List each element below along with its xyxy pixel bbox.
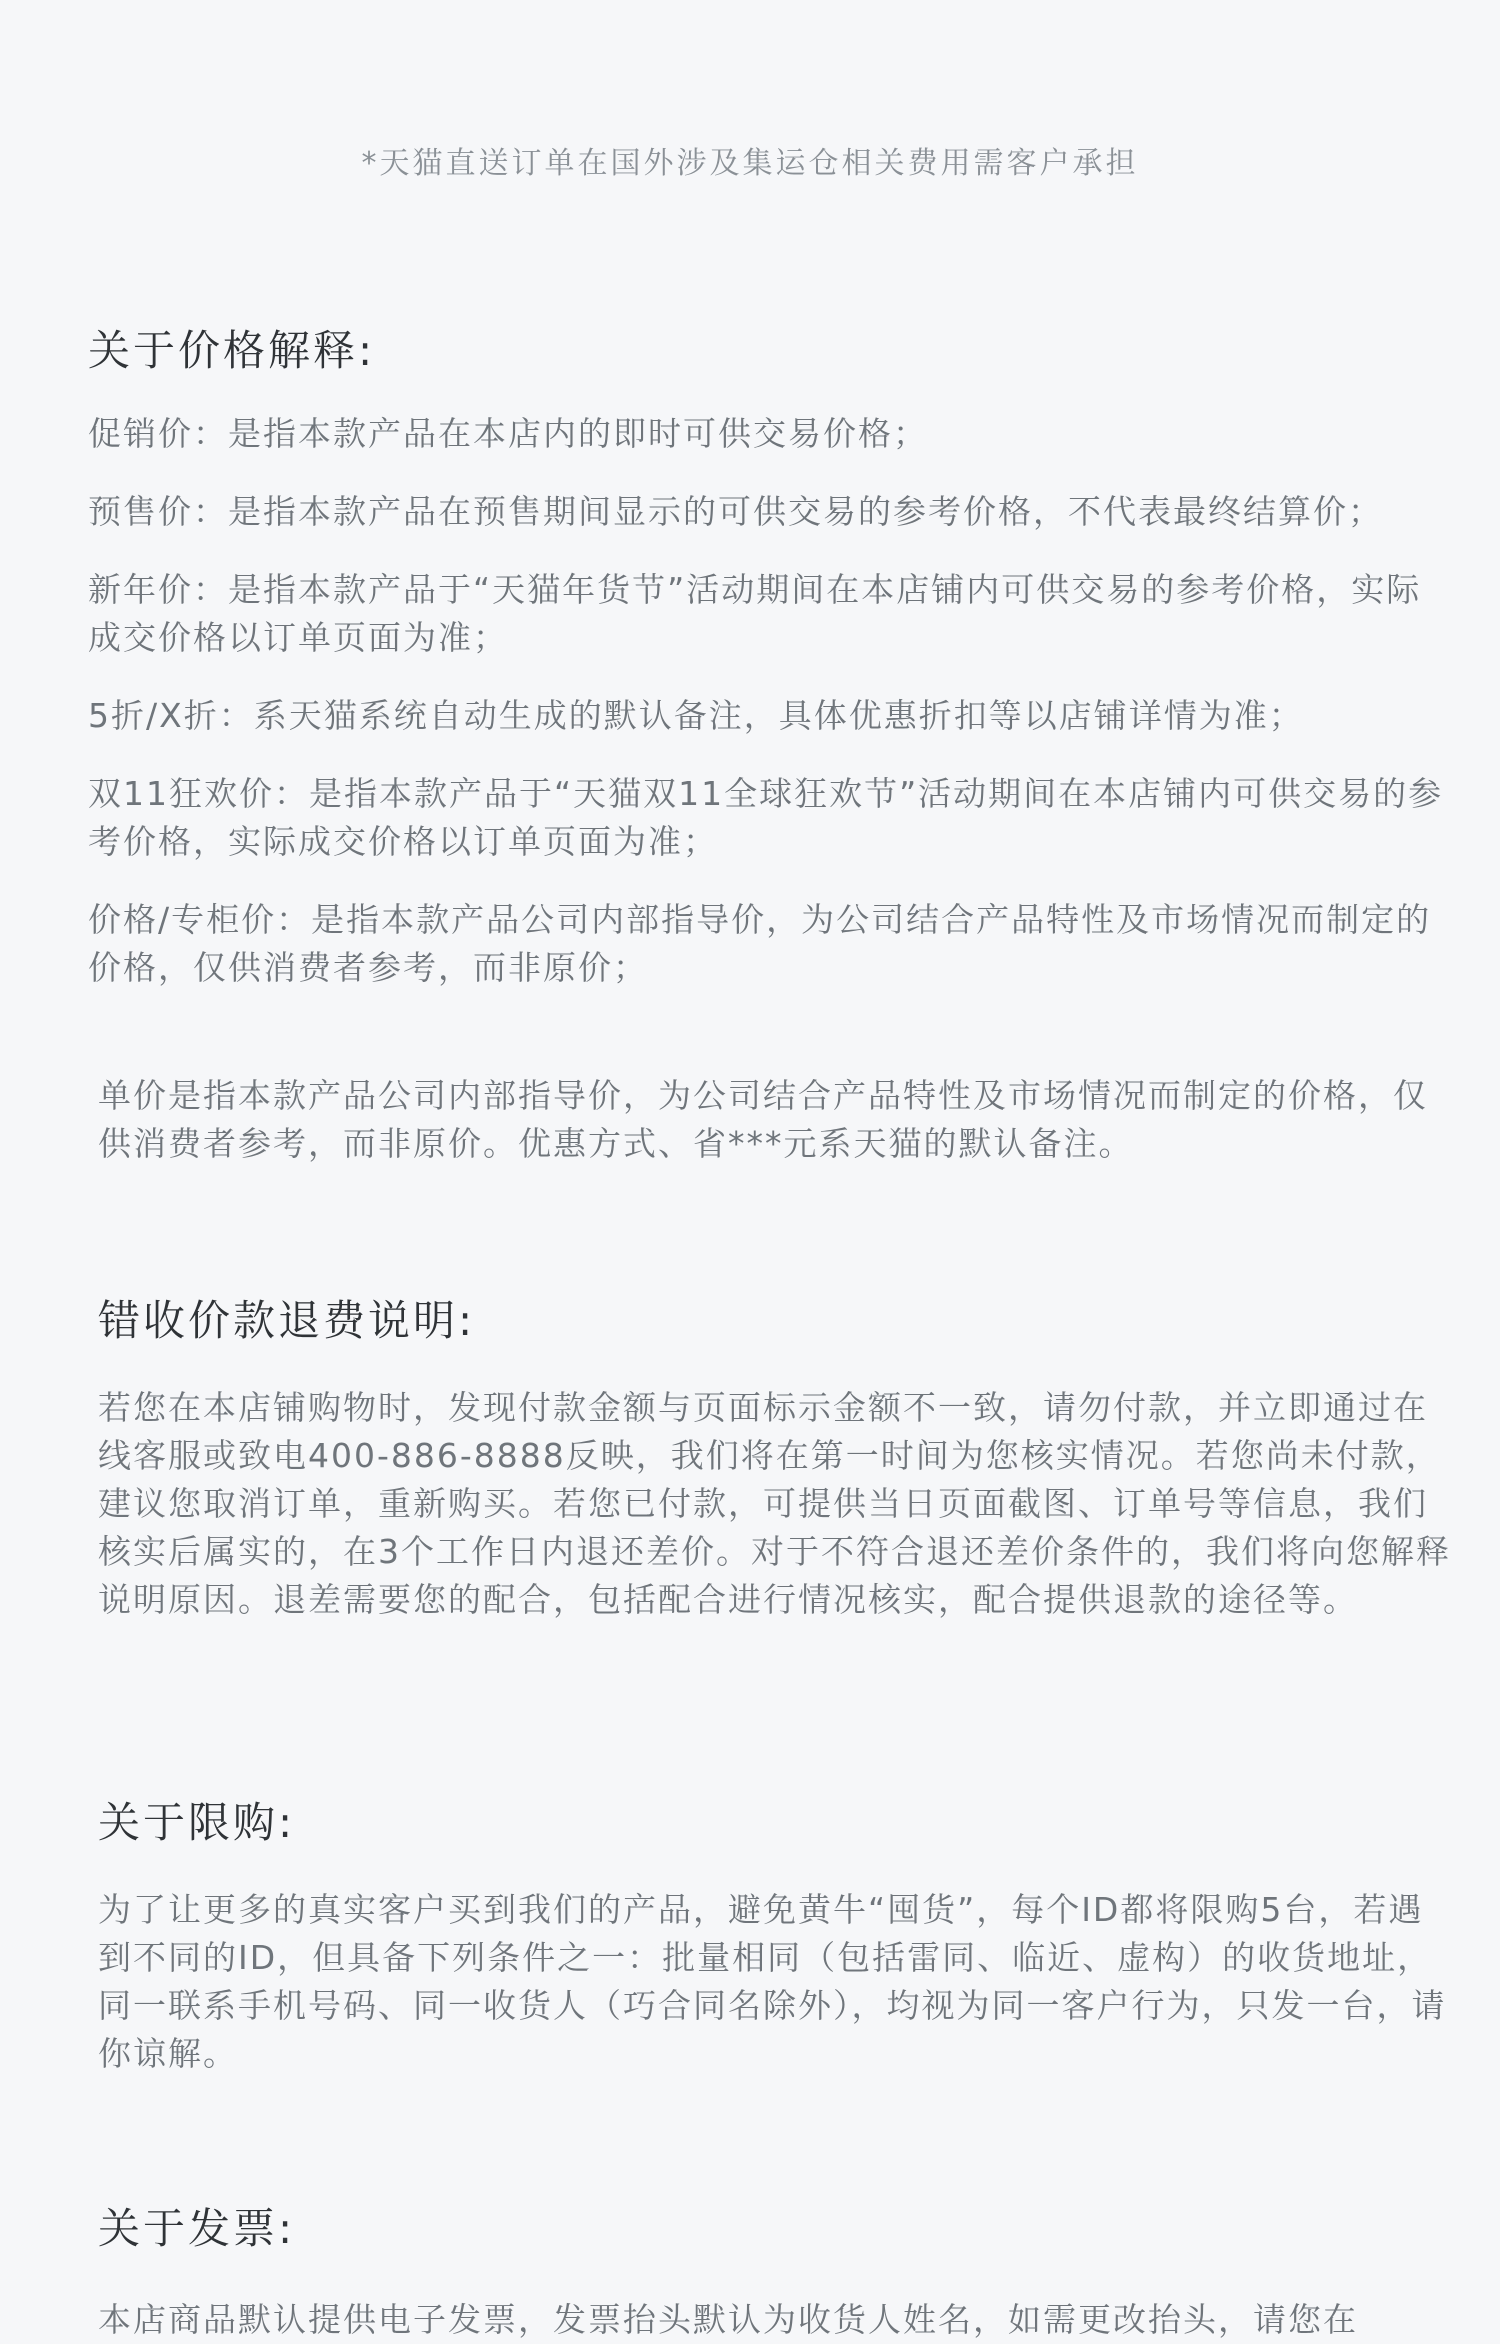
- refund-heading: 错收价款退费说明:: [98, 1296, 476, 1345]
- price-item-counter: 价格/专柜价：是指本款产品公司内部指导价，为公司结合产品特性及市场情况而制定的价格，仅供消费者参考，而非原价；: [88, 900, 1432, 987]
- price-item-presale: 预售价：是指本款产品在预售期间显示的可供交易的参考价格，不代表最终结算价；: [88, 492, 1383, 531]
- refund-text: 若您在本店铺购物时，发现付款金额与页面标示金额不一致，请勿付款，并立即通过在线客服或致电400-886-8888反映，我们将在第一时间为您核实情况。若您尚未付款，建议您取消订单，重新购买。若您已付款，可提供当日页面截图、订单号等信息，我们核实后属实的，在3个工作日内退还差价。对于不符合退还差价条件的，我们将向您解释说明原因。退差需要您的配合，包括配合进行情况核实，配合提供退款的途径等。: [98, 1388, 1451, 1619]
- price-explanation-heading: 关于价格解释:: [88, 326, 376, 375]
- price-item-discount: 5折/X折：系天猫系统自动生成的默认备注，具体优惠折扣等以店铺详情为准；: [88, 696, 1304, 735]
- price-explanation-section: [88, 318, 1448, 1022]
- unit-price-section: [98, 1072, 1458, 1168]
- price-item-promo: 促销价：是指本款产品在本店内的即时可供交易价格；: [88, 414, 928, 453]
- price-item-double11: 双11狂欢价：是指本款产品于“天猫双11全球狂欢节”活动期间在本店铺内可供交易的参考价格，实际成交价格以订单页面为准；: [88, 774, 1444, 861]
- invoice-heading: 关于发票:: [98, 2204, 296, 2253]
- purchase-limit-section: [98, 1790, 1458, 2078]
- refund-section: [98, 1288, 1458, 1624]
- unit-price-text: 单价是指本款产品公司内部指导价，为公司结合产品特性及市场情况而制定的价格，仅供消费者参考，而非原价。优惠方式、省***元系天猫的默认备注。: [98, 1076, 1428, 1163]
- purchase-limit-heading: 关于限购:: [98, 1798, 296, 1847]
- invoice-text: 本店商品默认提供电子发票，发票抬头默认为收货人姓名，如需更改抬头，请您在: [98, 2300, 1358, 2339]
- shipping-fee-note: *天猫直送订单在国外涉及集运仓相关费用需客户承担: [361, 146, 1139, 181]
- purchase-limit-text: 为了让更多的真实客户买到我们的产品，避免黄牛“囤货”，每个ID都将限购5台，若遇到不同的ID，但具备下列条件之一：批量相同（包括雷同、临近、虚构）的收货地址，同一联系手机号码、同一收货人（巧合同名除外），均视为同一客户行为，只发一台，请你谅解。: [98, 1890, 1447, 2073]
- price-item-newyear: 新年价：是指本款产品于“天猫年货节”活动期间在本店铺内可供交易的参考价格，实际成交价格以订单页面为准；: [88, 570, 1422, 657]
